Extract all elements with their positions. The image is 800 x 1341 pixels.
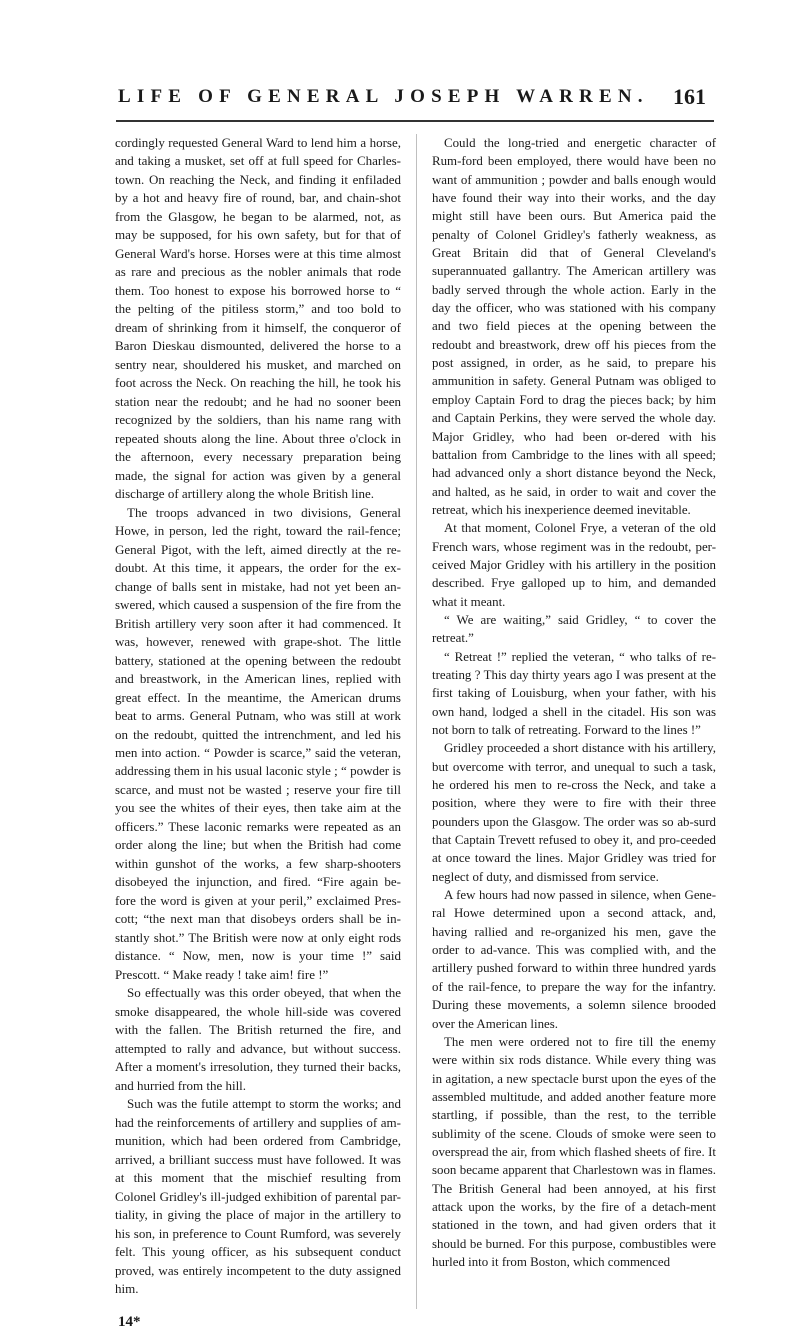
running-header: [110, 86, 710, 114]
paragraph: “ We are waiting,” said Gridley, “ to cover the retreat.”: [432, 612, 716, 646]
paragraph: “ Retreat !” replied the veteran, “ who talks of re-treating ? This day thirty years ago I was present at the first taking of Louisburg, when your father, with his own hand, lodged a shell in the citadel. His son was not born to talk of retreating. Forward to the lines !”: [432, 649, 716, 737]
paragraph: cordingly requested General Ward to lend him a horse, and taking a musket, set off at full speed for Charles-town. On reaching the Neck, and finding it enfiladed by a hot and heavy fire of round, bar, and chain-shot from the Glasgow, he began to be alarmed, not, as may be supposed, for his own safety, but for that of General Ward's horse. Horses were at this time almost as rare and precious as the nobler animals that rode them. Too honest to expose his borrowed horse to “ the pelting of the pitiless storm,” and too bold to dream of shrinking from it himself, the conqueror of Baron Dieskau dismounted, delivered the horse to a sentry near, shouldered his musket, and marched on foot across the Neck. On reaching the hill, he took his station near the redoubt; and he had no sooner been recognized by the soldiers, than his name rang with repeated shouts along the line. About three o'clock in the afternoon, every necessary preparation being made, the signal for action was given by a general discharge of artillery along the whole British line.: [115, 135, 401, 502]
header-rule: [116, 120, 714, 122]
paragraph: A few hours had now passed in silence, when Gene-ral Howe determined upon a second attack, and, having rallied and re-organized his men, gave the order to ad-vance. This was complied with, and the artillery pushed forward to within three hundred yards of the rail-fence, to prepare the way for the infantry. During these movements, a solemn silence brooded over the American lines.: [432, 888, 716, 1031]
paragraph: Could the long-tried and energetic character of Rum-ford been employed, there would have been no want of ammunition ; powder and balls enough would have found their way into their works, and the day might still have been ours. But America paid the penalty of Colonel Gridley's fatherly weakness, as Great Britain did that of General Cleveland's superannuated gallantry. The American artillery was badly served through the whole action. Early in the day the officer, who was stationed with his company and two field pieces at the opening between the redoubt and breastwork, drew off his pieces from the post assigned, in order, as he said, to prepare his ammunition in safety. General Putnam was obliged to employ Captain Ford to drag the pieces back; by him and Captain Perkins, they were served the whole day. Major Gridley, who had been or-dered with his battalion from Cambridge to the lines with all speed; had advanced only a short distance beyond the Neck, and halted, as he said, in order to wait and cover the retreat, which his inexperience deemed inevitable.: [432, 136, 716, 517]
paragraph: So effectually was this order obeyed, that when the smoke disappeared, the whole hill-side was covered with the fallen. The British returned the fire, and attempted to rally and advance, but without success. After a moment's irresolution, they turned their backs, and hurried from the hill.: [115, 985, 401, 1093]
paragraph: Gridley proceeded a short distance with his artillery, but overcome with terror, and unequal to such a task, he ordered his men to re-cross the Neck, and take a position, where they were to fire with their three pounders upon the Glasgow. The order was so ab-surd that Captain Trevett refused to obey it, and pro-ceeded at once toward the lines. Major Gridley was tried for neglect of duty, and dismissed from service.: [432, 741, 716, 884]
signature-mark: 14*: [118, 1314, 141, 1330]
running-title: LIFE OF GENERAL JOSEPH WARREN.: [118, 86, 649, 107]
column-divider: [416, 134, 417, 1309]
paragraph: The troops advanced in two divisions, General Howe, in person, led the right, toward the rail-fence; General Pigot, with the left, aimed directly at the re-doubt. At this time, it appears, the order for the ex-change of balls sent in mistake, had not yet been an-swered, which caused a suspension of the fire from the British artillery very soon after it had commenced. It was, however, renewed with grape-shot. The little battery, stationed at the opening between the redoubt and breastwork, in the American lines, replied with great effect. In the meantime, the American drums beat to arms. General Putnam, who was still at work on the redoubt, quitted the intrenchment, and led his men into action. “ Powder is scarce,” said the veteran, addressing them in his usual laconic style ; “ powder is scarce, and must not be wasted ; reserve your fire till you see the whites of their eyes, then take aim at the officers.” These laconic remarks were repeated as an order along the line; but when the British had come within gunshot of the works, a few sharp-shooters disobeyed the injunction, and fired. “Fire again be-fore the word is given at your peril,” exclaimed Pres-cott; “the next man that disobeys orders shall be in-stantly shot.” The British were now at only eight rods distance. “ Now, men, now is your time !” said Prescott. “ Make ready ! take aim! fire !”: [115, 504, 401, 982]
right-column: [432, 134, 716, 1271]
paragraph: At that moment, Colonel Frye, a veteran of the old French wars, whose regiment was in the redoubt, per-ceived Major Gridley with his artillery in the position described. Frye galloped up to him, and demanded what it meant.: [432, 521, 716, 609]
page-number: 161: [673, 84, 706, 109]
paragraph: Such was the futile attempt to storm the works; and had the reinforcements of artillery and supplies of am-munition, which had been ordered from Cambridge, arrived, a brilliant success must have followed. It was at this moment that the mischief resulting from Colonel Gridley's ill-judged exhibition of parental par-tiality, in giving the place of major in the artillery to his son, in preference to Count Rumford, was severely felt. This young officer, as his subsequent conduct proved, was entirely incompetent to the duty assigned him.: [115, 1096, 401, 1297]
paragraph: The men were ordered not to fire till the enemy were within six rods distance. While every thing was in agitation, a new spectacle burst upon the eyes of the assembled multitude, and added another feature more startling, if possible, than the rest, to the terrible sublimity of the scene. Clouds of smoke were seen to overspread the air, from which flashed sheets of fire. It soon became apparent that Charlestown was in flames. The British General had been annoyed, at his first attack upon the works, by the fire of a detach-ment stationed in the town, and had given orders that it should be burned. For this purpose, combustibles were hurled into it from Boston, which commenced: [432, 1034, 716, 1269]
left-column: [115, 134, 401, 1299]
